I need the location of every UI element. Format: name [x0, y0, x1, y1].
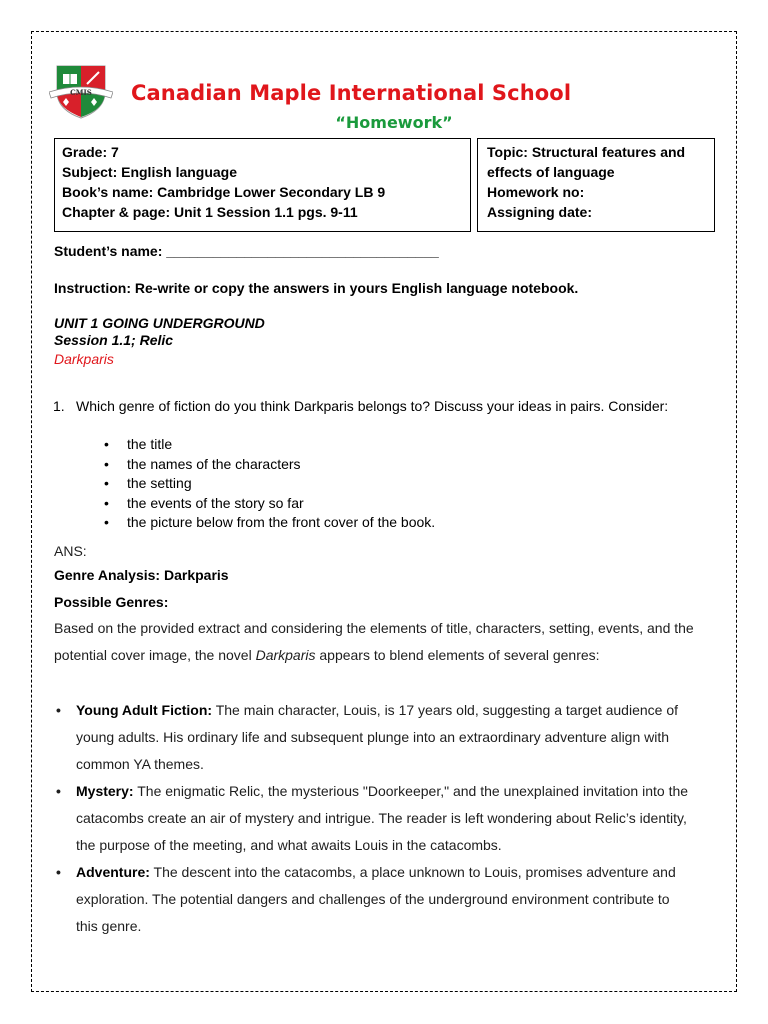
genre-name: Young Adult Fiction: — [76, 702, 213, 718]
answer-intro — [54, 615, 704, 669]
list-item: • the events of the story so far — [104, 494, 435, 514]
question-1 — [53, 397, 703, 416]
school-name: Canadian Maple International School — [131, 81, 572, 105]
instruction: Instruction: Re-write or copy the answers in yours English language notebook. — [54, 280, 579, 296]
student-name-field: Student’s name: ___________________________________ — [54, 243, 439, 259]
answer-label: ANS: — [54, 543, 87, 559]
intro-text: appears to blend elements of several genres: — [315, 647, 600, 663]
list-item — [54, 778, 694, 859]
intro-novel-title: Darkparis — [255, 647, 316, 663]
text-title: Darkparis — [54, 351, 114, 367]
session-title: Session 1.1; Relic — [54, 332, 174, 348]
list-item: • the title — [104, 435, 435, 455]
assigning-date-line: Assigning date: — [487, 204, 593, 220]
consider-list — [104, 435, 435, 533]
school-logo — [49, 62, 113, 120]
answer-heading: Genre Analysis: Darkparis — [54, 567, 229, 583]
chapter-line: Chapter & page: Unit 1 Session 1.1 pgs. 9-11 — [62, 204, 358, 220]
svg-text:CMIS: CMIS — [70, 88, 92, 97]
topic-line-2: effects of language — [487, 164, 615, 180]
genre-name: Mystery: — [76, 783, 134, 799]
genre-name: Adventure: — [76, 864, 150, 880]
document-title: “Homework” — [335, 113, 453, 132]
list-item — [54, 697, 694, 778]
question-number: 1. — [53, 398, 65, 414]
grade-line: Grade: 7 — [62, 144, 119, 160]
genre-list — [54, 697, 694, 940]
info-box-right — [477, 138, 715, 232]
shield-icon — [49, 62, 113, 120]
answer-subheading: Possible Genres: — [54, 594, 169, 610]
list-item: • the names of the characters — [104, 455, 435, 475]
unit-title: UNIT 1 GOING UNDERGROUND — [54, 315, 265, 331]
list-item — [54, 859, 694, 940]
topic-line-1: Topic: Structural features and — [487, 144, 686, 160]
genre-text: The descent into the catacombs, a place unknown to Louis, promises adventure and exploration. The potential dangers and challenges of the underground environment contribute to this genre. — [76, 864, 676, 934]
list-item: • the setting — [104, 474, 435, 494]
genre-text: The enigmatic Relic, the mysterious "Doorkeeper," and the unexplained invitation into the catacombs create an air of mystery and intrigue. The reader is left wondering about Relic’s identity, the purpose of the meeting, and what awaits Louis in the catacombs. — [76, 783, 689, 853]
info-box-left — [54, 138, 471, 232]
subject-line: Subject: English language — [62, 164, 238, 180]
intro-text: Based on the provided extract and considering the elements of title, characters, setting, events, and the potential cover image, the novel — [54, 620, 694, 663]
homework-no-line: Homework no: — [487, 184, 585, 200]
genre-text: The main character, Louis, is 17 years old, suggesting a target audience of young adults. His ordinary life and subsequent plunge into an extraordinary adventure align with common YA themes. — [76, 702, 678, 772]
question-text: Which genre of fiction do you think Darkparis belongs to? Discuss your ideas in pairs. Consider: — [76, 398, 669, 414]
list-item: • the picture below from the front cover of the book. — [104, 513, 435, 533]
book-line: Book’s name: Cambridge Lower Secondary LB 9 — [62, 184, 386, 200]
